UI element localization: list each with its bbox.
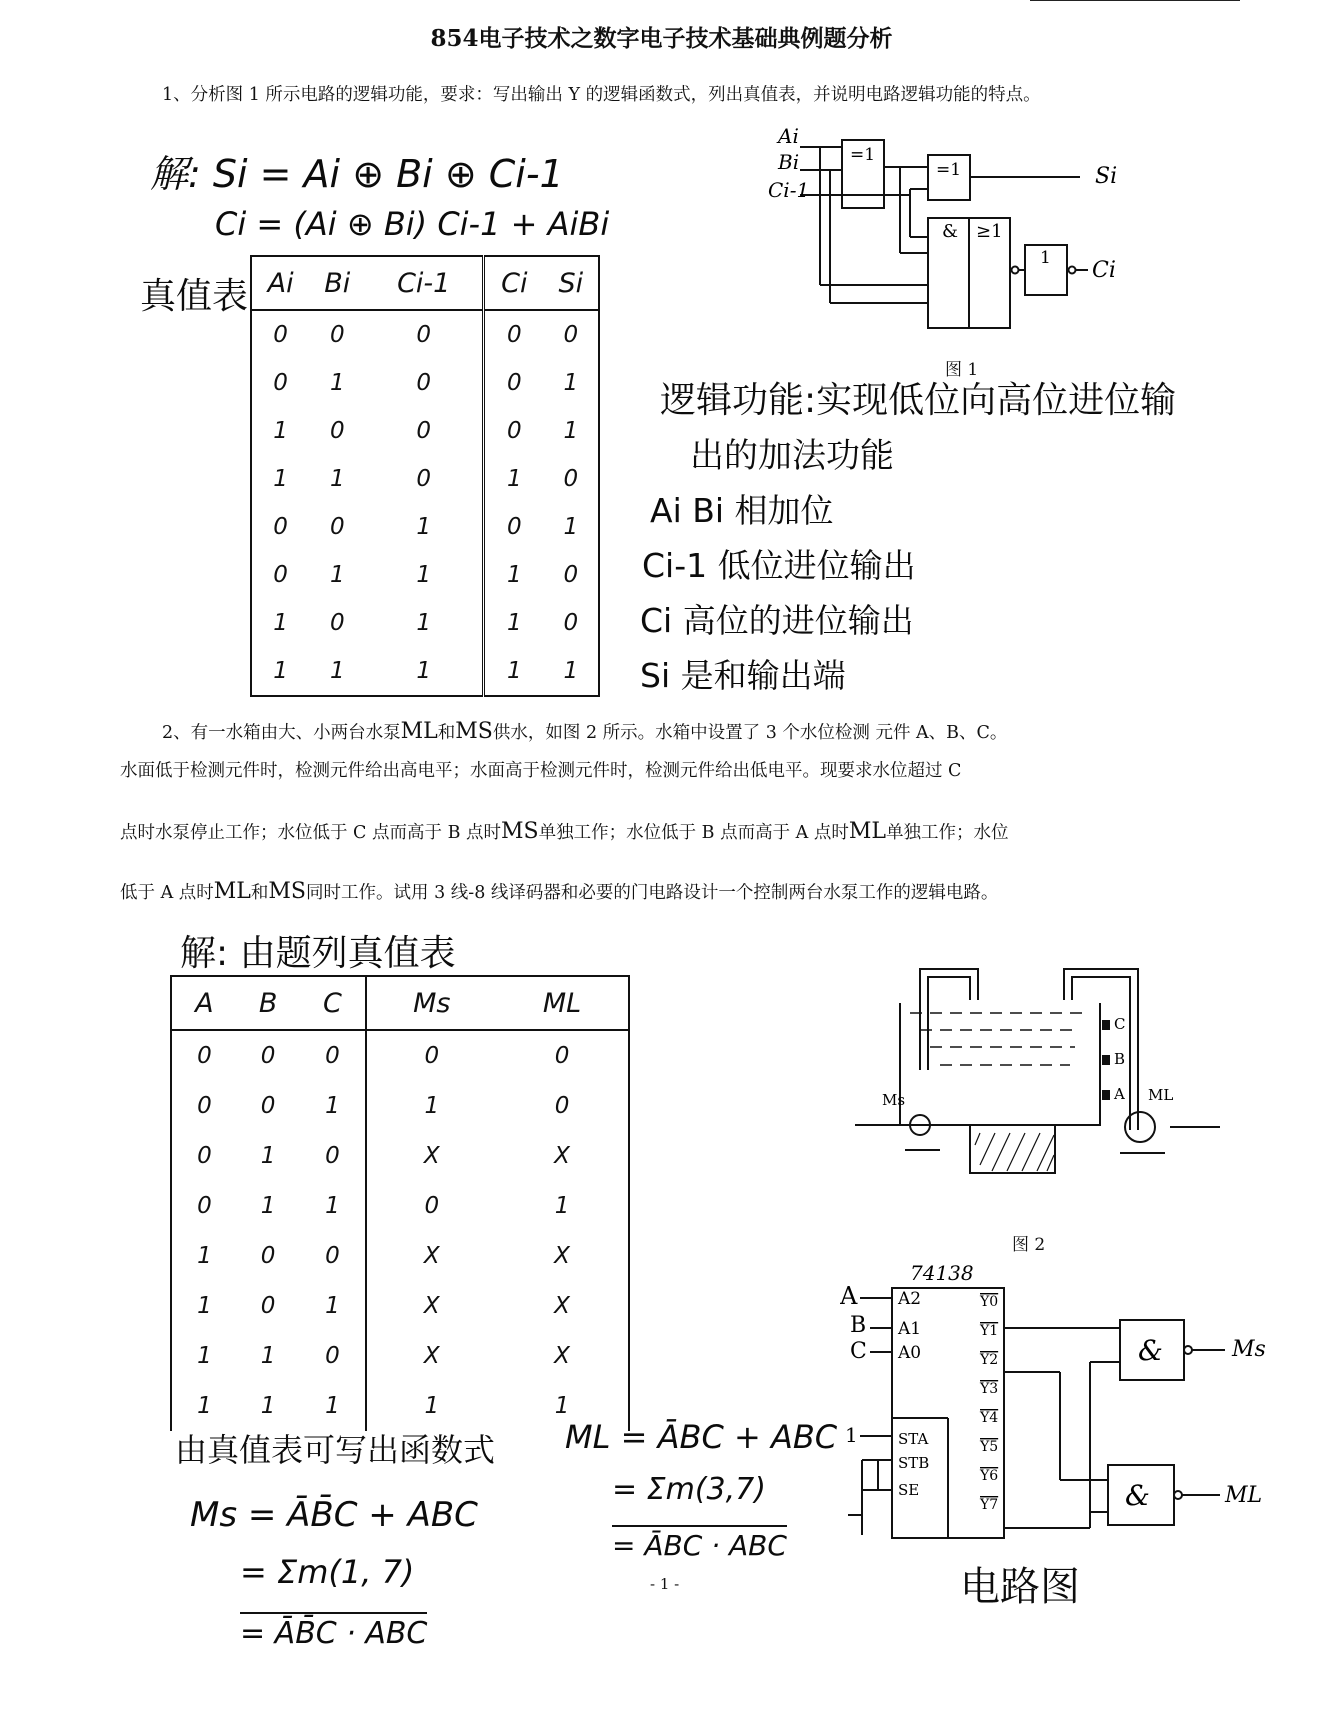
circuit-output-ms: Ms xyxy=(1232,1337,1266,1362)
fig1-output-s: Si xyxy=(1095,164,1118,189)
decoder-output-y6: Y6 xyxy=(980,1468,999,1484)
table-cell: 1 xyxy=(416,658,432,684)
table-cell: 0 xyxy=(484,359,544,407)
table-cell: 0 xyxy=(260,1293,276,1319)
ms-pipe xyxy=(928,977,970,1070)
table-cell: 0 xyxy=(416,466,432,492)
table-cell: 1 xyxy=(329,562,345,588)
table-cell: 1 xyxy=(554,1393,570,1419)
table-cell: 0 xyxy=(273,562,288,588)
table-cell: 1 xyxy=(273,466,288,492)
answer-1-eq-s: 解: Si = Ai ⊕ Bi ⊕ Ci-1 xyxy=(150,152,564,196)
table-cell: 0 xyxy=(329,514,345,540)
circuit-diagram-label: 电路图 xyxy=(960,1564,1080,1610)
truth-table-2-body xyxy=(171,1030,629,1431)
table-cell: X xyxy=(366,1131,496,1181)
table-cell: 0 xyxy=(260,1243,276,1269)
truth-table-label: 真值表 xyxy=(140,276,249,317)
decoder-output-y4: Y4 xyxy=(980,1410,999,1426)
table-cell: 0 xyxy=(416,418,432,444)
page-title: 854电子技术之数字电子技术基础典例题分析 xyxy=(430,25,893,52)
fig1-not-label: 1 xyxy=(1040,248,1051,268)
table-cell: X xyxy=(554,1343,570,1369)
table-cell: 0 xyxy=(273,370,288,396)
ml-equation-3: = ĀBC · ABC xyxy=(612,1525,787,1562)
decoder-circuit xyxy=(840,1250,1280,1550)
table-cell: 1 xyxy=(563,658,579,684)
fig1-xor-2-label: =1 xyxy=(936,160,962,180)
fig1-input-c: Ci-1 xyxy=(768,178,810,202)
table-cell: 0 xyxy=(416,322,432,348)
chip-label: 74138 xyxy=(910,1261,974,1285)
table-cell: 1 xyxy=(563,370,579,396)
table-cell: 1 xyxy=(325,1293,340,1319)
table-cell: 1 xyxy=(329,466,345,492)
table-row xyxy=(171,1231,629,1281)
table-cell: 1 xyxy=(273,658,288,684)
table-cell: 1 xyxy=(416,610,432,636)
pin-a2: A2 xyxy=(898,1289,922,1309)
table-cell: 0 xyxy=(554,1043,570,1069)
tank-base xyxy=(970,1125,1055,1173)
table-cell: 1 xyxy=(197,1293,212,1319)
table-cell: 1 xyxy=(554,1193,570,1219)
table-cell: 0 xyxy=(325,1343,340,1369)
fig1-output-c: Ci xyxy=(1092,258,1116,283)
table-cell: 1 xyxy=(260,1343,276,1369)
table-cell: 0 xyxy=(197,1043,212,1069)
fig1-or-label: ≥1 xyxy=(976,221,1003,242)
figure-2-water-tank xyxy=(840,955,1240,1175)
table-row xyxy=(251,359,599,407)
col-si: Si xyxy=(544,256,599,310)
page-number: - 1 - xyxy=(650,1575,680,1593)
table-header-row xyxy=(251,256,599,310)
table-cell: 1 xyxy=(197,1343,212,1369)
decoder-output-y7: Y7 xyxy=(980,1497,999,1513)
table-cell: 0 xyxy=(484,503,544,551)
col-c: C xyxy=(299,976,366,1030)
table-cell: 1 xyxy=(325,1093,340,1119)
col-ai: Ai xyxy=(251,256,309,310)
table-cell: 0 xyxy=(325,1143,340,1169)
decoder-output-y3: Y3 xyxy=(980,1381,999,1397)
enable-high-label: 1 xyxy=(845,1423,858,1447)
table-cell: 0 xyxy=(260,1043,276,1069)
logic-function-line2: 出的加法功能 xyxy=(690,436,894,476)
table-cell: X xyxy=(366,1281,496,1331)
decoder-output-y5: Y5 xyxy=(980,1439,999,1455)
table-row xyxy=(171,1131,629,1181)
note-ai-bi: Ai Bi 相加位 xyxy=(650,491,834,530)
truth-table-1 xyxy=(250,255,600,697)
question-2-line4: 低于 A 点时ML和MS同时工作。试用 3 线-8 线译码器和必要的门电路设计一个控制两台水泵工作的逻辑电路。 xyxy=(120,879,999,904)
table-cell: 0 xyxy=(484,407,544,455)
figure-2-caption: 图 2 xyxy=(1012,1235,1046,1255)
question-1-text: 1、分析图 1 所示电路的逻辑功能，要求：写出输出 Y 的逻辑函数式，列出真值表，并说明电路逻辑功能的特点。 xyxy=(162,85,1041,105)
decoder-output-y0: Y0 xyxy=(980,1294,999,1310)
table-row xyxy=(251,599,599,647)
table-cell: X xyxy=(554,1243,570,1269)
col-ci: Ci xyxy=(484,256,544,310)
fig1-xor-1-label: =1 xyxy=(850,145,876,165)
table-cell: 1 xyxy=(366,1381,496,1431)
gate-ml-symbol: & xyxy=(1125,1479,1150,1512)
table-row xyxy=(251,503,599,551)
table-cell: 0 xyxy=(273,322,288,348)
table-row xyxy=(171,1281,629,1331)
pin-stb: STB xyxy=(898,1454,930,1472)
table-row xyxy=(251,455,599,503)
table-cell: X xyxy=(366,1331,496,1381)
table-cell: 0 xyxy=(563,610,579,636)
note-si: Si 是和输出端 xyxy=(640,656,846,695)
level-c-label: C xyxy=(1114,1015,1126,1033)
table-cell: 1 xyxy=(563,418,579,444)
table-row xyxy=(251,551,599,599)
pin-sta: STA xyxy=(898,1430,929,1448)
table-row xyxy=(251,310,599,359)
pin-a0: A0 xyxy=(898,1343,922,1363)
ms-equation-2: = Σm(1, 7) xyxy=(240,1553,415,1591)
col-bi: Bi xyxy=(309,256,365,310)
table-cell: 1 xyxy=(484,551,544,599)
table-row xyxy=(251,407,599,455)
pin-se: SE xyxy=(898,1481,920,1499)
figure-1-caption: 图 1 xyxy=(945,360,979,380)
table-cell: 0 xyxy=(260,1093,276,1119)
table-cell: 0 xyxy=(563,562,579,588)
table-cell: X xyxy=(554,1293,570,1319)
circuit-output-ml: ML xyxy=(1225,1483,1263,1508)
table-cell: 1 xyxy=(484,455,544,503)
note-ci-1: Ci-1 低位进位输出 xyxy=(642,546,916,585)
table-cell: 1 xyxy=(197,1243,212,1269)
table-cell: 1 xyxy=(416,562,432,588)
table-cell: 1 xyxy=(563,514,579,540)
table-cell: 0 xyxy=(366,1030,496,1081)
table-cell: 0 xyxy=(197,1193,212,1219)
table-cell: 1 xyxy=(484,599,544,647)
ml-equation-1: ML = ĀBC + ABC xyxy=(565,1418,838,1456)
question-2-line3: 点时水泵停止工作；水位低于 C 点而高于 B 点时MS单独工作；水位低于 B 点而高于 A 点时ML单独工作；水位 xyxy=(120,819,1009,844)
tank-body xyxy=(900,1003,1100,1125)
table-cell: 0 xyxy=(197,1143,212,1169)
logic-function-line1: 逻辑功能:实现低位向高位进位输 xyxy=(660,380,1177,421)
col-a: A xyxy=(171,976,237,1030)
table-row xyxy=(251,647,599,696)
table-cell: 1 xyxy=(260,1393,276,1419)
table-cell: 1 xyxy=(416,514,432,540)
table-cell: 0 xyxy=(366,1181,496,1231)
table-row xyxy=(171,1081,629,1131)
table-cell: 1 xyxy=(273,610,288,636)
table-cell: 0 xyxy=(563,466,579,492)
table-cell: 1 xyxy=(484,647,544,696)
circuit-input-b: B xyxy=(850,1313,867,1338)
table-cell: 1 xyxy=(329,658,345,684)
table-cell: X xyxy=(366,1231,496,1281)
table-cell: 0 xyxy=(273,514,288,540)
question-2-line2: 水面低于检测元件时，检测元件给出高电平；水面高于检测元件时，检测元件给出低电平。现要求水位超过 C xyxy=(120,761,962,781)
col-b: B xyxy=(237,976,300,1030)
level-b-label: B xyxy=(1114,1050,1126,1068)
circuit-input-a: A xyxy=(840,1282,858,1310)
table-cell: 1 xyxy=(325,1193,340,1219)
answer-2-heading: 解: 由题列真值表 xyxy=(180,933,456,974)
table-row xyxy=(171,1181,629,1231)
table-cell: 1 xyxy=(366,1081,496,1131)
table-cell: 1 xyxy=(329,370,345,396)
ms-equation-1: Ms = ĀB̄C + ABC xyxy=(190,1495,478,1535)
fig1-input-a: Ai xyxy=(778,125,799,148)
circuit-input-c: C xyxy=(850,1339,867,1364)
answer-1-eq-c: Ci = (Ai ⊕ Bi) Ci-1 + AiBi xyxy=(215,205,610,243)
ms-equation-3: = ĀB̄C · ABC xyxy=(240,1612,427,1651)
table-cell: 0 xyxy=(416,370,432,396)
table-cell: 1 xyxy=(273,418,288,444)
table-cell: 1 xyxy=(197,1393,212,1419)
table-cell: 1 xyxy=(260,1143,276,1169)
level-a-label: A xyxy=(1114,1085,1125,1103)
header-rule xyxy=(1030,0,1240,1)
fig1-and-label: & xyxy=(942,221,959,242)
table-cell: 0 xyxy=(329,418,345,444)
ml-equation-2: = Σm(3,7) xyxy=(612,1472,766,1507)
table-cell: 0 xyxy=(329,610,345,636)
table-header-row xyxy=(171,976,629,1030)
note-ci: Ci 高位的进位输出 xyxy=(640,601,914,640)
table-row xyxy=(171,1030,629,1081)
figure-1-circuit xyxy=(760,125,1140,335)
table-cell: 0 xyxy=(325,1243,340,1269)
table-cell: 0 xyxy=(197,1093,212,1119)
fig1-input-b: Bi xyxy=(778,150,800,174)
table-cell: 1 xyxy=(260,1193,276,1219)
table-cell: 0 xyxy=(329,322,345,348)
question-2-line1: 2、有一水箱由大、小两台水泵ML和MS供水，如图 2 所示。水箱中设置了 3 个水位检测 元件 A、B、C。 xyxy=(162,719,1008,744)
truth-table-1-body xyxy=(251,310,599,696)
pin-a1: A1 xyxy=(898,1319,922,1339)
truth-table-2 xyxy=(170,975,630,1431)
table-row xyxy=(171,1381,629,1431)
decoder-output-y2: Y2 xyxy=(980,1352,999,1368)
table-cell: 0 xyxy=(554,1093,570,1119)
fig2-ms-label: Ms xyxy=(882,1091,906,1109)
function-heading: 由真值表可写出函数式 xyxy=(175,1431,496,1469)
col-ml: ML xyxy=(496,976,629,1030)
table-row xyxy=(171,1331,629,1381)
table-cell: 0 xyxy=(325,1043,340,1069)
table-cell: 0 xyxy=(484,310,544,359)
gate-ms-symbol: & xyxy=(1138,1334,1163,1367)
table-cell: 1 xyxy=(325,1393,340,1419)
col-ci-1: Ci-1 xyxy=(365,256,483,310)
table-cell: X xyxy=(554,1143,570,1169)
decoder-output-y1: Y1 xyxy=(980,1323,999,1339)
fig2-ml-label: ML xyxy=(1148,1086,1174,1104)
col-ms: Ms xyxy=(366,976,496,1030)
table-cell: 0 xyxy=(563,322,579,348)
